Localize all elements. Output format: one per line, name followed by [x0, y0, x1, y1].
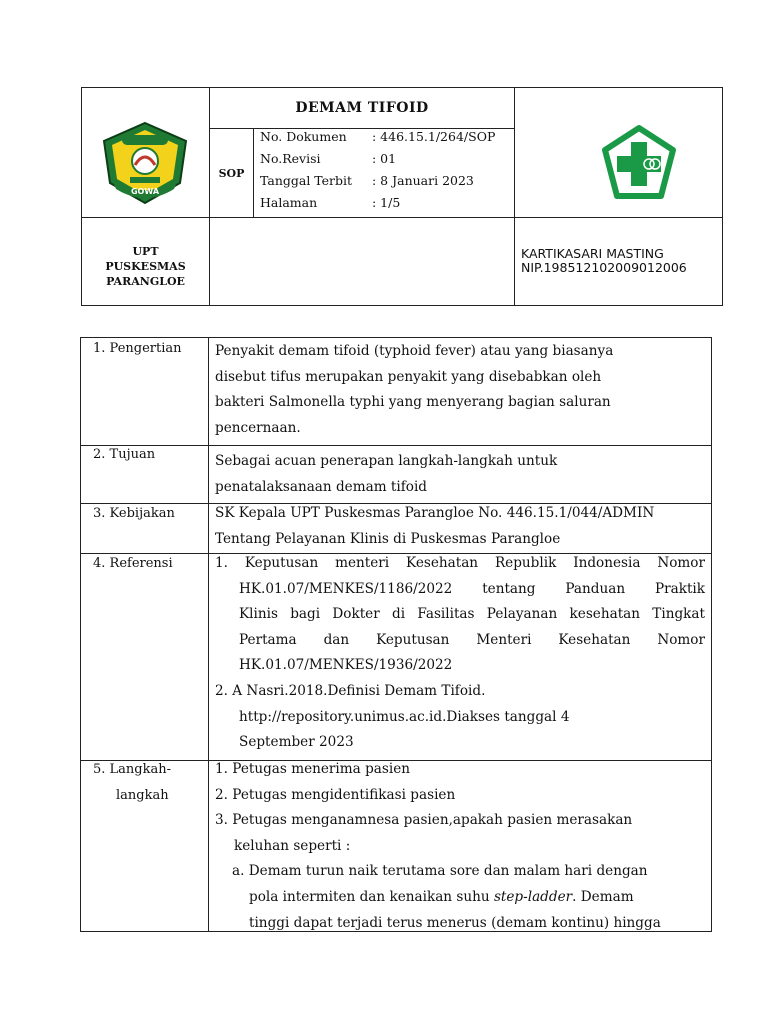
meta-row-halaman	[260, 195, 400, 217]
row-label-langkah: 5. Langkah-	[93, 762, 172, 777]
meta-row-tanggal	[260, 173, 474, 195]
org-line: PARANGLOE	[106, 275, 185, 288]
text-line: SK Kepala UPT Puskesmas Parangloe No. 446.15.1/044/ADMIN	[215, 505, 655, 521]
pengertian-text	[215, 339, 685, 441]
text-line: disebut tifus merupakan penyakit yang disebabkan oleh	[215, 368, 602, 385]
signer-nip: NIP.198512102009012006	[521, 260, 687, 275]
meta-row-revisi	[260, 151, 396, 173]
text-line: HK.01.07/MENKES/1186/2022 tentang Panduan Praktik	[239, 580, 705, 597]
reference-link: http://repository.unimus.ac.id.Diakses tanggal 4	[239, 708, 570, 725]
sop-label: SOP	[209, 128, 253, 217]
tujuan-text	[215, 449, 695, 500]
meta-value: : 1/5	[372, 195, 401, 210]
text-line: bakteri Salmonella typhi yang menyerang bagian saluran	[215, 394, 611, 411]
meta-value: : 8 Januari 2023	[372, 173, 474, 188]
text-line: Pertama dan Keputusan Menteri Kesehatan Nomor	[239, 631, 705, 648]
meta-row-dokumen	[260, 129, 495, 151]
row-label-pengertian: 1. Pengertian	[93, 341, 182, 356]
text-line: 1. Keputusan menteri Kesehatan Republik Indonesia Nomor	[215, 555, 705, 571]
row-label-tujuan: 2. Tujuan	[93, 447, 156, 462]
text-part: . Demam	[572, 888, 634, 905]
org-line: PUSKESMAS	[105, 260, 186, 273]
column-divider	[208, 338, 209, 931]
row-label-referensi: 4. Referensi	[93, 556, 173, 571]
text-line: Klinis bagi Dokter di Fasilitas Pelayanan kesehatan Tingkat	[239, 606, 705, 623]
gowa-logo-cell	[82, 88, 209, 217]
text-line: 2. A Nasri.2018.Definisi Demam Tifoid.	[215, 682, 486, 699]
document-title: DEMAM TIFOID	[209, 88, 514, 128]
langkah-text	[215, 757, 705, 936]
step-line: tinggi dapat terjadi terus menerus (demam kontinu) hingga	[249, 914, 661, 931]
gowa-banner-text: GOWA	[130, 187, 160, 196]
row-divider	[81, 445, 711, 446]
meta-key: No.Revisi	[260, 151, 321, 166]
text-emphasis: step-ladder	[493, 888, 573, 905]
text-line: penatalaksanaan demam tifoid	[215, 478, 428, 495]
meta-value: : 01	[372, 151, 397, 166]
referensi-text	[215, 551, 705, 756]
step-line: 2. Petugas mengidentifikasi pasien	[215, 786, 456, 803]
step-line: 3. Petugas menganamnesa pasien,apakah pasien merasakan	[215, 812, 633, 829]
step-line	[215, 885, 705, 911]
meta-key: Halaman	[260, 195, 318, 210]
text-line: Penyakit demam tifoid (typhoid fever) atau yang biasanya	[215, 343, 614, 359]
text-line: HK.01.07/MENKES/1936/2022	[239, 657, 453, 674]
sop-header-table	[81, 87, 723, 306]
organization-name	[82, 217, 209, 305]
sop-content-table	[80, 337, 712, 932]
meta-value: : 446.15.1/264/SOP	[372, 129, 496, 144]
row-label-kebijakan: 3. Kebijakan	[93, 506, 175, 521]
meta-key: No. Dokumen	[260, 129, 347, 144]
puskesmas-logo-icon	[599, 124, 679, 204]
signer-block	[514, 217, 722, 305]
text-line: Tentang Pelayanan Klinis di Puskesmas Parangloe	[215, 530, 561, 547]
text-part: pola intermiten dan kenaikan suhu	[249, 888, 494, 905]
kebijakan-text	[215, 501, 707, 552]
signer-name: KARTIKASARI MASTING	[521, 246, 664, 261]
text-line: September 2023	[239, 734, 354, 751]
org-line: UPT	[132, 245, 159, 258]
text-line: pencernaan.	[215, 419, 301, 436]
signature-area	[209, 217, 514, 305]
gowa-emblem-icon	[100, 121, 190, 205]
text-line: Sebagai acuan penerapan langkah-langkah untuk	[215, 453, 558, 469]
puskesmas-logo-cell	[514, 88, 722, 217]
step-line: keluhan seperti :	[234, 837, 351, 854]
step-line: 1. Petugas menerima pasien	[215, 761, 411, 777]
document-meta	[253, 128, 514, 217]
step-line: a. Demam turun naik terutama sore dan malam hari dengan	[232, 863, 648, 880]
row-label-langkah-2: langkah	[116, 788, 169, 803]
meta-key: Tanggal Terbit	[260, 173, 353, 188]
